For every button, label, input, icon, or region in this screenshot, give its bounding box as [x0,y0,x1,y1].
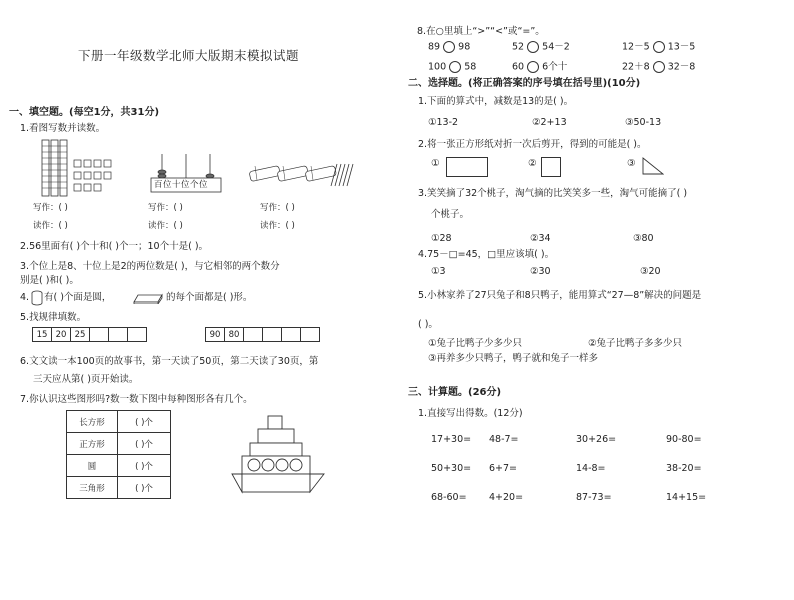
seq2-cell: 90 [206,328,225,342]
compare-left: 89 [428,41,441,53]
compare-left: 52 [512,41,525,53]
q1-write-3: 写作：( ) [260,203,295,213]
cuboid-icon [132,292,164,304]
compare-right: 54－2 [542,41,570,53]
bundled-sticks-image [245,160,355,190]
shape-name: 长方形 [67,411,118,433]
compare-left: 100 [428,61,447,73]
q3-text-line1: 3.个位上是8、十位上是2的两位数是( )，与它相邻的两个数分 [20,261,280,272]
compare-left: 12－5 [622,41,650,53]
compare-left: 60 [512,61,525,73]
q6-text-line1: 6.文文读一本100页的故事书，第一天读了50页，第二天读了30页，第 [20,356,319,367]
section-3-heading: 三、计算题。(26分) [408,387,502,398]
q8-row1-item3 [622,41,695,53]
q8-row2-item3 [622,61,695,73]
q1-read-1: 读作：( ) [33,221,68,231]
compare-circle[interactable] [527,61,539,73]
q8-row2-item1 [428,61,476,73]
shape-count[interactable]: ( )个 [118,433,171,455]
q1-write-2: 写作：( ) [148,203,183,213]
shape-name: 三角形 [67,477,118,499]
s2-q3-opt2[interactable]: ②34 [530,233,551,244]
s2-q5-opt3[interactable]: ③再养多少只鸭子，鸭子就和兔子一样多 [428,353,599,364]
shape-count-table [66,410,171,499]
section-2-heading: 二、选择题。(将正确答案的序号填在括号里)(10分) [408,78,641,89]
calc-item: 14+15= [666,492,707,503]
seq2-cell[interactable] [282,328,301,342]
calc-item: 30+26= [576,434,617,445]
q8-row2-item2 [512,61,567,73]
tens-blocks-image [40,138,120,198]
s2-q5-opt2[interactable]: ②兔子比鸭子多多少只 [588,338,683,349]
s2-q2-text: 2.将一张正方形纸对折一次后剪开，得到的可能是( )。 [418,139,647,150]
q8-text: 8.在○里填上“>”“<”或“=”。 [417,26,545,37]
s2-q4-opt1[interactable]: ①3 [431,266,446,277]
seq2-cell[interactable] [263,328,282,342]
abacus-label: 百位十位个位 [154,180,209,190]
compare-right: 13－5 [667,41,696,53]
q8-row1-item2 [512,41,570,53]
shape-count[interactable]: ( )个 [118,455,171,477]
s2-q1-opt2[interactable]: ②2+13 [532,117,567,128]
option-square-shape [541,157,561,177]
shape-name: 圆 [67,455,118,477]
q1-read-2: 读作：( ) [148,221,183,231]
calc-item: 17+30= [431,434,472,445]
s3-q1-text: 1.直接写出得数。(12分) [418,408,523,419]
q1-write-1: 写作：( ) [33,203,68,213]
q4-text-cylinder: 有( )个面是圆， [44,292,112,303]
s2-q5-opt1[interactable]: ①兔子比鸭子少多少只 [428,338,523,349]
s2-q2-opt2[interactable]: ② [528,158,537,169]
seq2-cell: 80 [225,328,244,342]
s2-q2-opt3[interactable]: ③ [627,158,636,169]
q1-read-3: 读作：( ) [260,221,295,231]
q1-text: 1.看图写数并读数。 [20,123,106,134]
seq1-cell: 15 [33,328,52,342]
s2-q1-opt1[interactable]: ①13-2 [428,117,459,128]
compare-right: 6个十 [542,61,568,73]
calc-item: 4+20= [489,492,524,503]
seq1-cell: 20 [52,328,71,342]
calc-item: 87-73= [576,492,612,503]
q3-text-line2: 别是( )和( )。 [20,275,79,286]
shape-name: 正方形 [67,433,118,455]
calc-item: 68-60= [431,492,467,503]
seq1-cell[interactable] [109,328,128,342]
compare-circle[interactable] [449,61,461,73]
q4-text-cuboid: 的每个面都是( )形。 [166,292,253,303]
compare-circle[interactable] [443,41,455,53]
calc-item: 90-80= [666,434,702,445]
ship-figure [230,408,330,498]
s2-q1-opt3[interactable]: ③50-13 [625,117,662,128]
s2-q4-text: 4.75－□=45，□里应该填( )。 [418,249,555,260]
seq1-cell[interactable] [128,328,147,342]
compare-circle[interactable] [653,61,665,73]
s2-q1-text: 1.下面的算式中，减数是13的是( )。 [418,96,574,107]
s2-q2-opt1[interactable]: ① [431,158,440,169]
q5-text: 5.找规律填数。 [20,312,87,323]
seq2-cell[interactable] [244,328,263,342]
s2-q3-opt3[interactable]: ③80 [633,233,654,244]
page-title: 下册一年级数学北师大版期末模拟试题 [78,48,300,63]
option-triangle-shape [642,157,664,175]
sequence-table-1 [32,327,147,342]
calc-item: 50+30= [431,463,472,474]
s2-q3-text-line2: 个桃子。 [431,209,470,220]
sequence-table-2 [205,327,320,342]
s2-q4-opt3[interactable]: ③20 [640,266,661,277]
s2-q5-text-line2: ( )。 [418,319,438,330]
compare-left: 22＋8 [622,61,650,73]
shape-count[interactable]: ( )个 [118,477,171,499]
cylinder-icon [31,290,43,306]
calc-item: 6+7= [489,463,518,474]
s2-q3-text-line1: 3.笑笑摘了32个桃子，淘气摘的比笑笑多一些，淘气可能摘了( ) [418,188,688,199]
compare-circle[interactable] [527,41,539,53]
option-long-rectangle-shape [446,157,488,177]
seq1-cell[interactable] [90,328,109,342]
seq1-cell: 25 [71,328,90,342]
q6-text-line2: 三天应从第( )页开始读。 [33,374,139,385]
compare-right: 32－8 [667,61,696,73]
calc-item: 14-8= [576,463,606,474]
compare-circle[interactable] [653,41,665,53]
seq2-cell[interactable] [301,328,320,342]
calc-item: 38-20= [666,463,702,474]
shape-count[interactable]: ( )个 [118,411,171,433]
s2-q4-opt2[interactable]: ②30 [530,266,551,277]
section-1-heading: 一、填空题。(每空1分，共31分) [9,107,160,118]
q7-text: 7.你认识这些图形吗?数一数下图中每种图形各有几个。 [20,394,253,405]
q4-number: 4. [20,292,30,303]
s2-q3-opt1[interactable]: ①28 [431,233,452,244]
q2-text: 2.56里面有( )个十和( )个一；10个十是( )。 [20,241,209,252]
compare-right: 98 [458,41,471,53]
compare-right: 58 [464,61,477,73]
s2-q5-text-line1: 5.小林家养了27只兔子和8只鸭子，能用算式“27—8”解决的问题是 [418,290,702,301]
calc-item: 48-7= [489,434,519,445]
q8-row1-item1 [428,41,470,53]
